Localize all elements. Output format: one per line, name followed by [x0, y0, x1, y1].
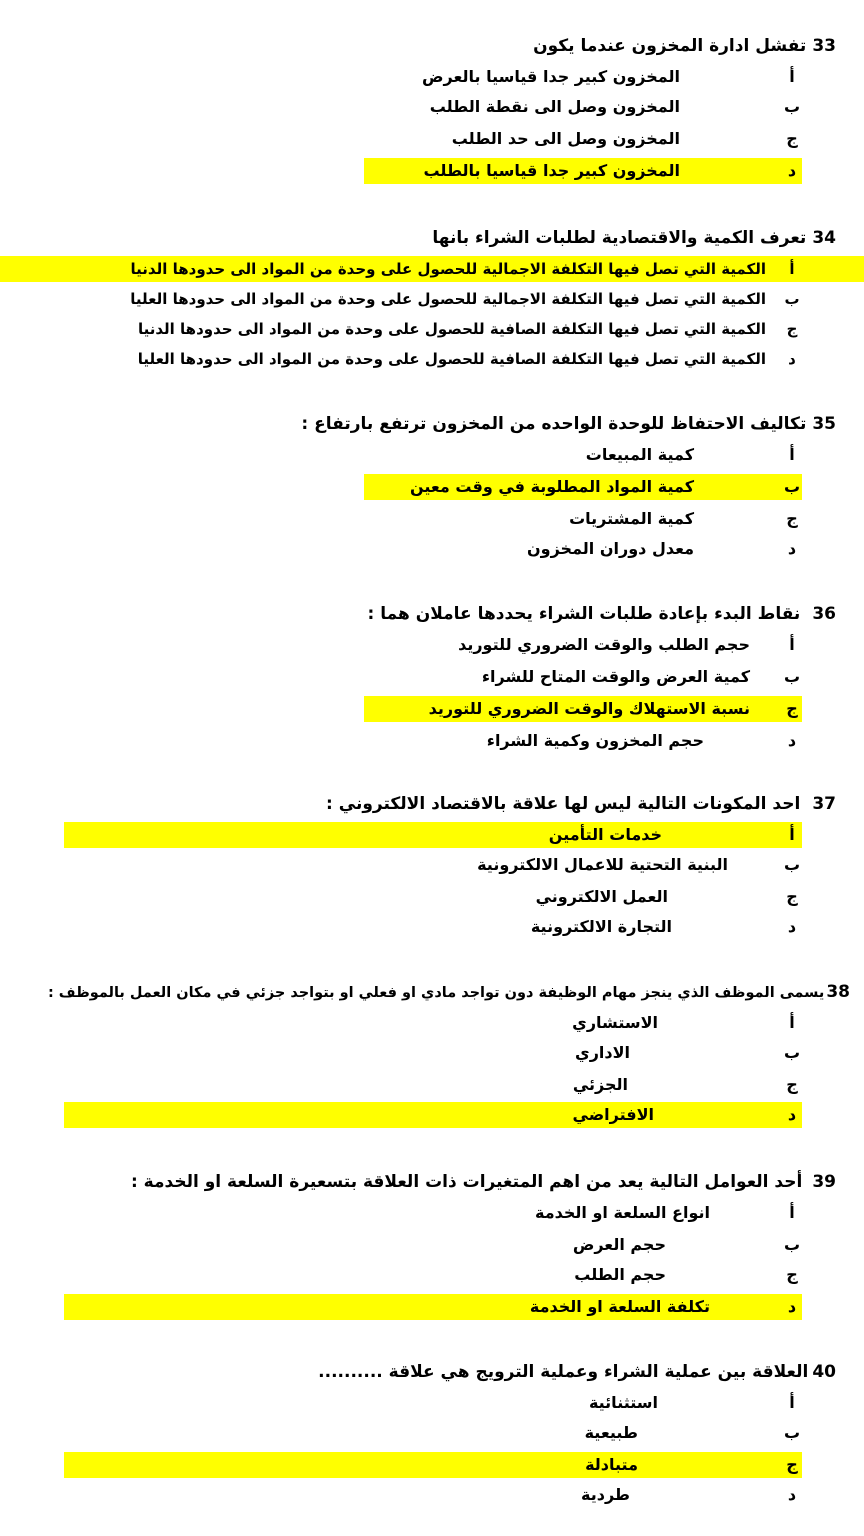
option-letter: أ — [789, 635, 795, 654]
option-text: الجزئي — [572, 1075, 628, 1094]
question-33-option-d-highlighted — [364, 158, 802, 184]
option-text: انواع السلعة او الخدمة — [535, 1203, 710, 1222]
question-38-option-a — [382, 1010, 802, 1036]
question-37-option-c — [382, 884, 802, 910]
option-letter: ب — [783, 1235, 801, 1254]
question-text: تكاليف الاحتفاظ للوحدة الواحده من المخزون ترتفع بارتفاع : — [301, 414, 807, 434]
question-text: تعرف الكمية والاقتصادية لطلبات الشراء بانها — [432, 228, 807, 248]
option-letter: ب — [783, 97, 801, 116]
option-letter: ب — [783, 1423, 801, 1442]
question-35-option-d — [382, 536, 802, 562]
option-letter: ج — [786, 1455, 798, 1474]
option-text: المخزون وصل الى نقطة الطلب — [429, 97, 680, 116]
question-39-title — [131, 1170, 836, 1194]
option-letter: ب — [784, 290, 800, 308]
option-text: تكلفة السلعة او الخدمة — [529, 1297, 710, 1316]
option-letter: ج — [786, 129, 798, 148]
question-39-option-a — [382, 1200, 802, 1226]
question-33-option-b — [429, 94, 802, 120]
option-letter: أ — [789, 67, 795, 86]
question-number: 37 — [812, 794, 836, 814]
question-number: 36 — [812, 604, 836, 624]
question-40-option-a — [382, 1390, 802, 1416]
question-35-title — [301, 412, 836, 436]
option-letter: د — [787, 1297, 797, 1316]
option-letter: ب — [783, 667, 801, 686]
option-letter: ج — [786, 1075, 798, 1094]
question-text: يسمى الموظف الذي ينجز مهام الوظيفة دون تواجد مادي او فعلي او بتواجد جزئي في مكان العمل بالموظف : — [47, 985, 825, 1001]
option-text: البنية التحتية للاعمال الالكترونية — [477, 855, 728, 874]
question-number: 40 — [812, 1362, 836, 1382]
question-40-option-b — [382, 1420, 802, 1446]
option-text: حجم الطلب — [574, 1265, 666, 1284]
option-text: حجم العرض — [572, 1235, 666, 1254]
option-letter: ب — [783, 1043, 801, 1062]
option-text: المخزون كبير جدا قياسيا بالعرض — [422, 67, 680, 86]
option-text: استثنائية — [588, 1393, 658, 1412]
question-37-option-b — [382, 852, 802, 878]
option-letter: ج — [786, 1265, 798, 1284]
option-letter: ب — [783, 477, 801, 496]
question-33-option-c — [432, 126, 802, 152]
question-34-option-a-highlighted — [0, 256, 864, 282]
option-text: التجارة الالكترونية — [530, 917, 672, 936]
question-40-option-c-highlighted — [64, 1452, 802, 1478]
question-40-title — [318, 1360, 836, 1384]
question-38-title — [48, 980, 850, 1005]
option-text: الافتراضي — [572, 1105, 654, 1124]
question-36-option-b — [382, 664, 802, 690]
option-letter: أ — [789, 1203, 795, 1222]
question-33-option-a — [422, 64, 802, 90]
option-text: خدمات التأمين — [548, 825, 662, 844]
option-letter: د — [787, 161, 797, 180]
question-36-title — [368, 602, 836, 626]
question-number: 38 — [826, 982, 850, 1002]
question-37-option-d — [382, 914, 802, 940]
option-letter: ج — [786, 509, 798, 528]
option-letter: د — [787, 539, 797, 558]
question-number: 34 — [812, 228, 836, 248]
question-text: نقاط البدء بإعادة طلبات الشراء يحددها عاملان هما : — [367, 604, 801, 624]
question-35-option-a — [382, 442, 802, 468]
option-text: كمية المواد المطلوبة في وقت معين — [409, 477, 694, 496]
option-letter: د — [787, 917, 797, 936]
question-35-option-b-highlighted — [364, 474, 802, 500]
question-39-option-c — [382, 1262, 802, 1288]
question-text: تفشل ادارة المخزون عندما يكون — [533, 36, 807, 56]
option-letter: أ — [789, 1393, 795, 1412]
option-letter: أ — [789, 445, 795, 464]
question-34-title — [432, 226, 836, 250]
option-letter: ج — [786, 699, 798, 718]
question-text: أحد العوامل التالية يعد من اهم المتغيرات ذات العلاقة بتسعيرة السلعة او الخدمة : — [130, 1172, 803, 1192]
option-letter: أ — [789, 825, 795, 844]
option-text: حجم المخزون وكمية الشراء — [486, 731, 704, 750]
question-33-title — [533, 34, 836, 58]
question-39-option-b — [382, 1232, 802, 1258]
question-40-option-d — [382, 1482, 802, 1508]
option-text: الاداري — [575, 1043, 630, 1062]
question-36-option-d — [382, 728, 802, 754]
option-text: نسبة الاستهلاك والوقت الضروري للتوريد — [428, 699, 750, 718]
question-37-title — [326, 792, 836, 816]
option-text: كمية المبيعات — [585, 445, 694, 464]
option-letter: أ — [789, 260, 795, 278]
option-text: المخزون كبير جدا قياسيا بالطلب — [423, 161, 680, 180]
question-38-option-d-highlighted — [64, 1102, 802, 1128]
question-36-option-a — [382, 632, 802, 658]
option-text: العمل الالكتروني — [535, 887, 668, 906]
option-letter: ب — [783, 855, 801, 874]
option-text: الكمية التي تصل فيها التكلفة الصافية للحصول على وحدة من المواد الى حدودها العليا — [137, 350, 766, 368]
question-38-option-c — [382, 1072, 802, 1098]
question-34-option-c — [12, 316, 802, 342]
option-letter: د — [788, 350, 796, 368]
option-text: حجم الطلب والوقت الضروري للتوريد — [458, 635, 750, 654]
question-36-option-c-highlighted — [364, 696, 802, 722]
option-text: متبادلة — [585, 1455, 638, 1474]
option-letter: د — [787, 1105, 797, 1124]
option-text: الاستشاري — [572, 1013, 658, 1032]
question-number: 39 — [812, 1172, 836, 1192]
option-text: الكمية التي تصل فيها التكلفة الصافية للحصول على وحدة من المواد الى حدودها الدنيا — [137, 320, 766, 338]
question-number: 35 — [812, 414, 836, 434]
option-letter: د — [787, 731, 797, 750]
question-39-option-d-highlighted — [64, 1294, 802, 1320]
question-37-option-a-highlighted — [64, 822, 802, 848]
option-text: طردية — [581, 1485, 630, 1504]
option-letter: ج — [786, 887, 798, 906]
question-35-option-c — [382, 506, 802, 532]
question-number: 33 — [812, 36, 836, 56]
option-letter: أ — [789, 1013, 795, 1032]
question-text: احد المكونات التالية ليس لها علاقة بالاقتصاد الالكتروني : — [326, 794, 801, 814]
option-text: المخزون وصل الى حد الطلب — [451, 129, 680, 148]
question-38-option-b — [382, 1040, 802, 1066]
option-text: كمية المشتريات — [569, 509, 694, 528]
option-text: طبيعية — [584, 1423, 638, 1442]
question-34-option-b — [12, 286, 802, 312]
option-text: معدل دوران المخزون — [526, 539, 694, 558]
question-text: العلاقة بين عملية الشراء وعملية الترويج هي علاقة .......... — [318, 1362, 809, 1382]
option-letter: د — [787, 1485, 797, 1504]
question-34-option-d — [12, 346, 802, 372]
option-letter: ج — [786, 320, 798, 338]
option-text: كمية العرض والوقت المتاح للشراء — [481, 667, 750, 686]
option-text: الكمية التي تصل فيها التكلفة الاجمالية للحصول على وحدة من المواد الى حدودها الدنيا — [130, 260, 766, 278]
option-text: الكمية التي تصل فيها التكلفة الاجمالية للحصول على وحدة من المواد الى حدودها العليا — [130, 290, 766, 308]
